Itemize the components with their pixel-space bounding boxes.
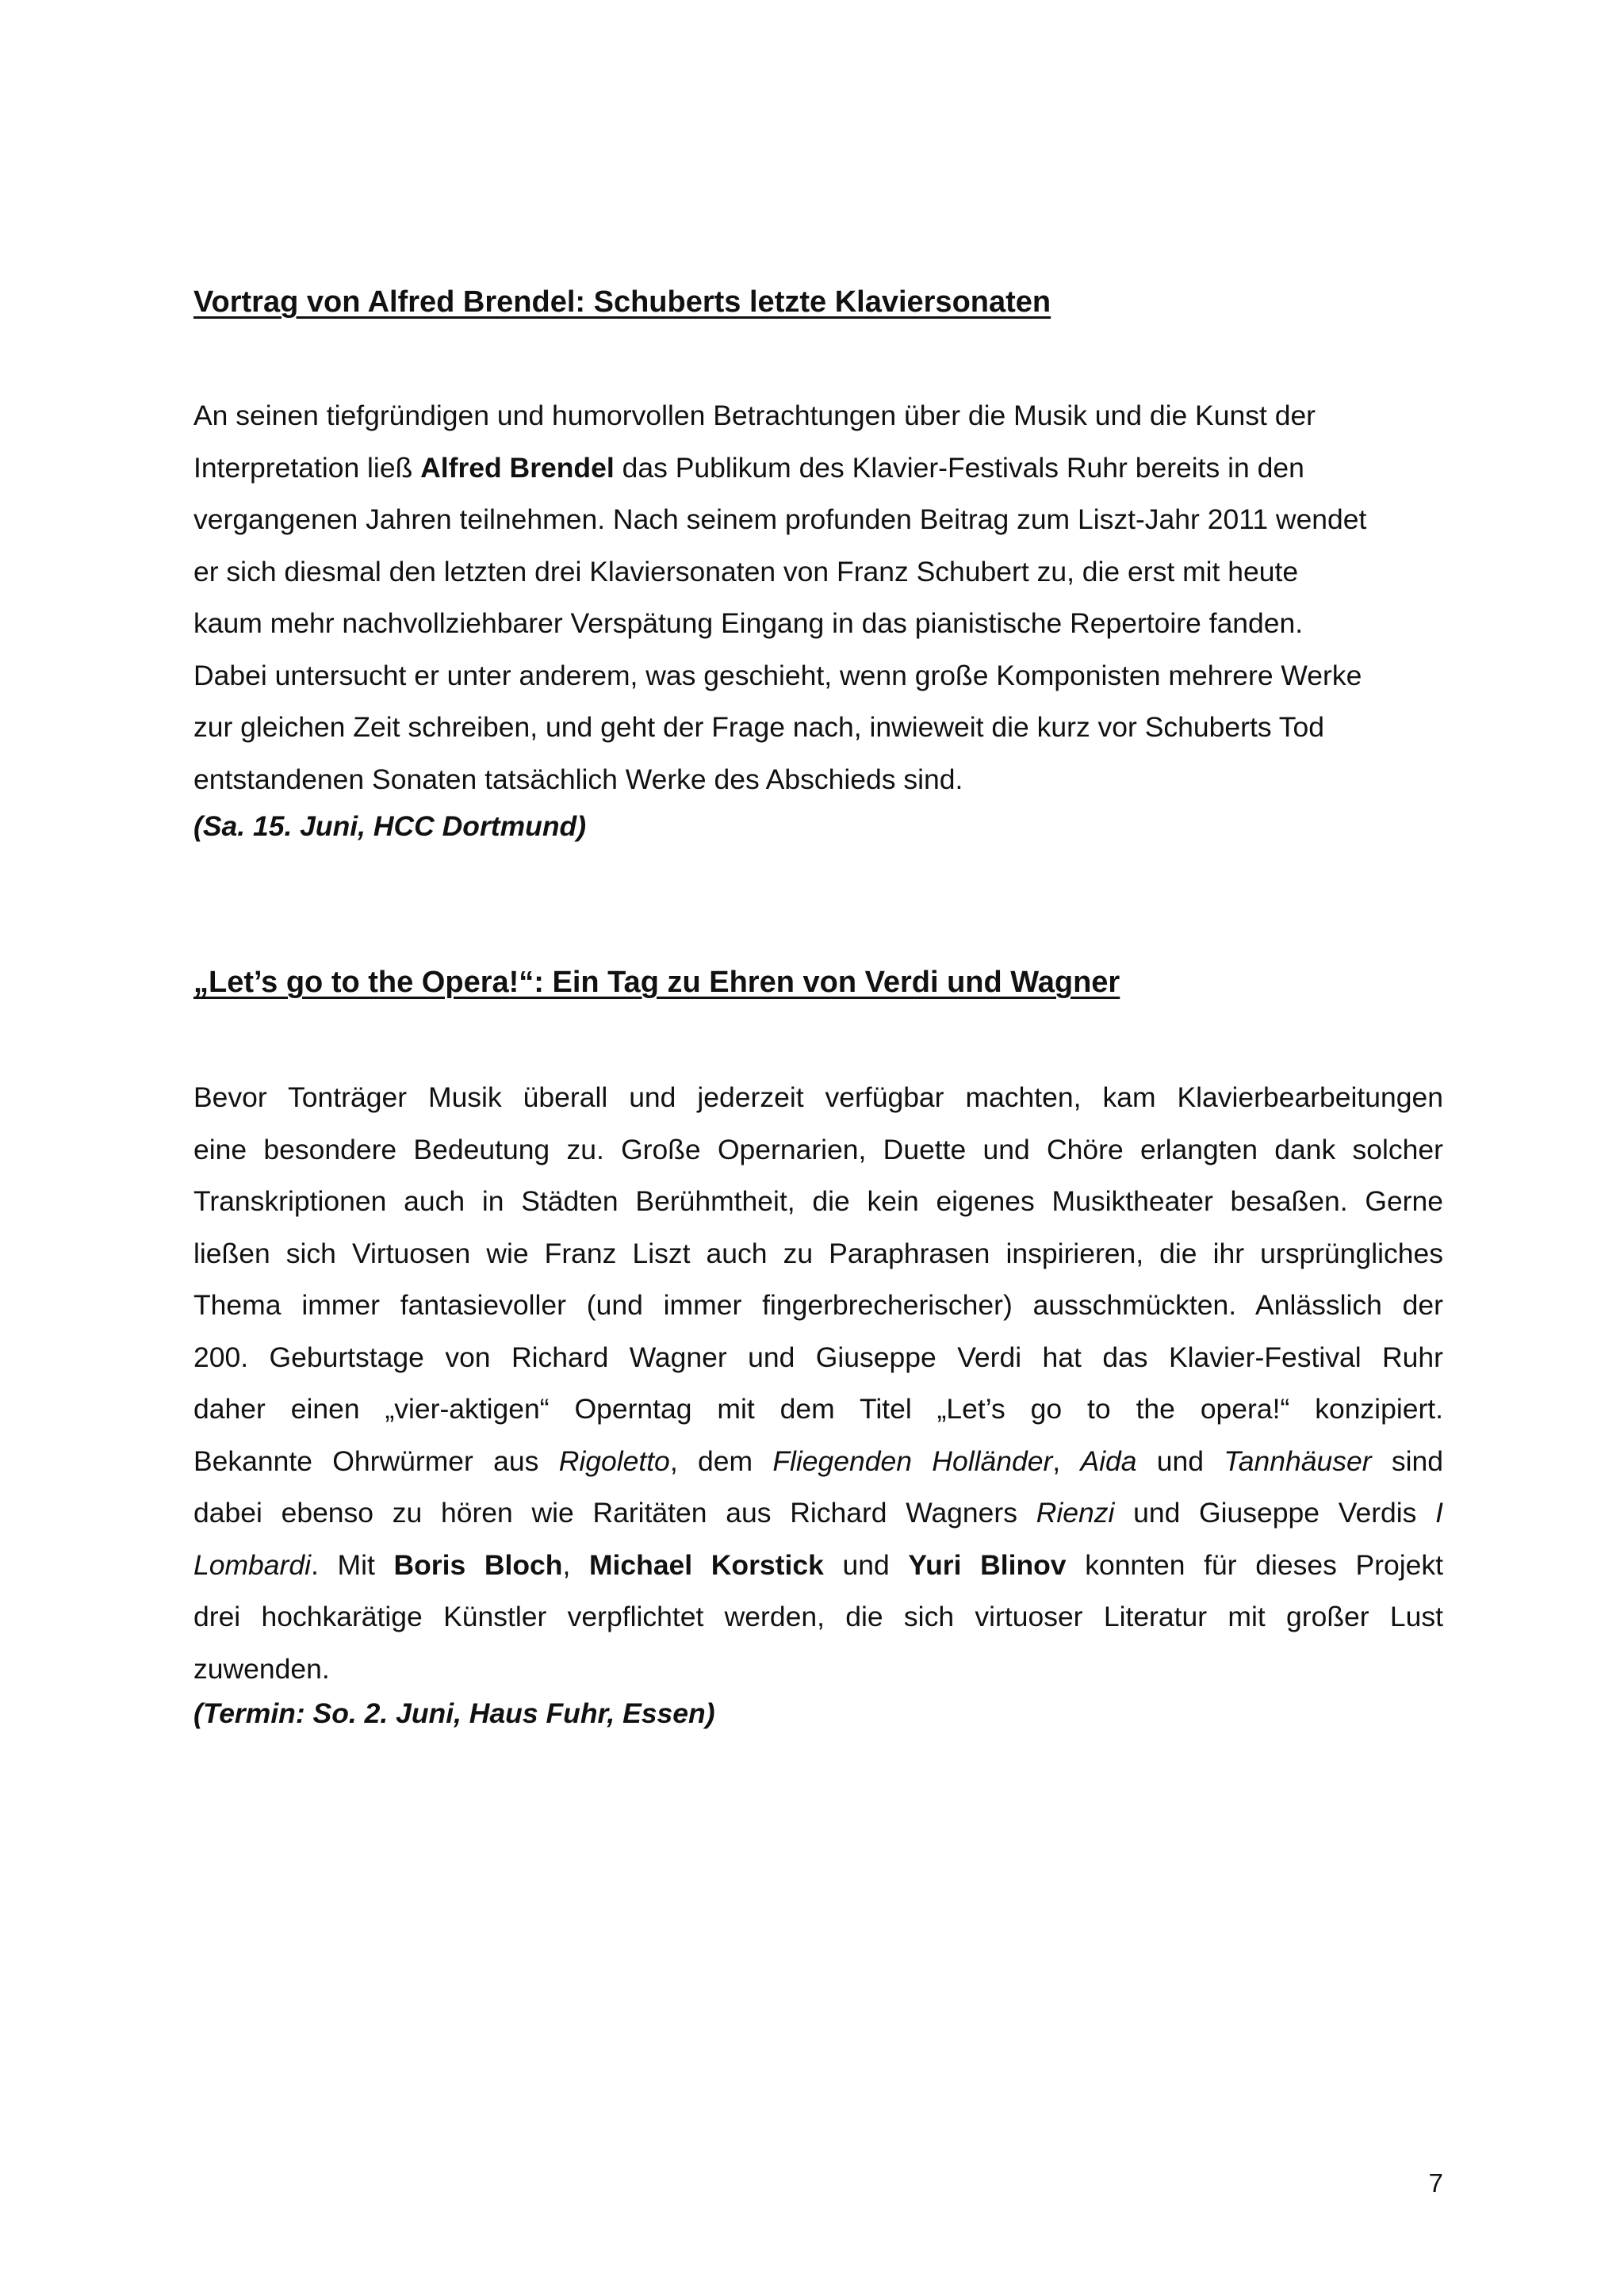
text-run: . Mit: [311, 1548, 394, 1581]
opera-title-lombardi-part1: I: [1435, 1497, 1443, 1529]
text-line: 200. Geburtstage von Richard Wagner und Giuseppe Verdi hat das Klavier-Festival Ruhr: [193, 1341, 1443, 1373]
text-line: [193, 442, 1443, 495]
artist-name-bloch: Boris Bloch: [393, 1548, 563, 1581]
text-line: [193, 1487, 1443, 1540]
section-heading-brendel: Vortrag von Alfred Brendel: Schuberts letzte Klaviersonaten: [193, 285, 1051, 319]
text-line: Dabei untersucht er unter anderem, was geschieht, wenn große Komponisten mehrere Werke: [193, 659, 1362, 691]
text-run: und Giuseppe Verdis: [1114, 1497, 1436, 1529]
opera-title-aida: Aida: [1080, 1445, 1137, 1477]
artist-name-blinov: Yuri Blinov: [908, 1548, 1067, 1581]
text-run: ,: [1052, 1445, 1081, 1477]
opera-title-lombardi-part2: Lombardi: [193, 1548, 311, 1581]
text-line: [193, 1540, 1443, 1592]
opera-title-rienzi: Rienzi: [1036, 1497, 1115, 1529]
text-run: und: [1136, 1445, 1224, 1477]
text-run: und: [823, 1548, 909, 1581]
paragraph-brendel: [193, 390, 1443, 806]
text-line: daher einen „vier-aktigen“ Operntag mit dem Titel „Let’s go to the opera!“ konzipiert.: [193, 1393, 1443, 1425]
text-line: Transkriptionen auch in Städten Berühmtheit, die kein eigenes Musiktheater besaßen. Gerne: [193, 1185, 1443, 1217]
text-line: er sich diesmal den letzten drei Klaviersonaten von Franz Schubert zu, die erst mit heute: [193, 555, 1299, 587]
text-line: vergangenen Jahren teilnehmen. Nach seinem profunden Beitrag zum Liszt-Jahr 2011 wendet: [193, 503, 1367, 535]
text-line: zuwenden.: [193, 1652, 330, 1685]
section-heading-opera: „Let’s go to the Opera!“: Ein Tag zu Ehren von Verdi und Wagner: [193, 966, 1120, 999]
text-line: eine besondere Bedeutung zu. Große Opernarien, Duette und Chöre erlangten dank solcher: [193, 1133, 1443, 1165]
paragraph-opera: [193, 1072, 1443, 1695]
text-run: konnten für dieses Projekt: [1066, 1548, 1443, 1581]
text-line: Bevor Tonträger Musik überall und jederzeit verfügbar machten, kam Klavierbearbeitungen: [193, 1081, 1443, 1113]
event-date-opera: (Termin: So. 2. Juni, Haus Fuhr, Essen): [193, 1697, 715, 1729]
text-line: entstandenen Sonaten tatsächlich Werke des Abschieds sind.: [193, 763, 963, 795]
text-run: Interpretation ließ: [193, 451, 421, 484]
page-number: 7: [1428, 2168, 1443, 2198]
opera-title-hollaender: Fliegenden Holländer: [772, 1445, 1053, 1477]
text-run: sind: [1371, 1445, 1443, 1477]
text-line: zur gleichen Zeit schreiben, und geht der Frage nach, inwieweit die kurz vor Schuberts Tod: [193, 711, 1325, 743]
text-line: ließen sich Virtuosen wie Franz Liszt auch zu Paraphrasen inspirieren, die ihr ursprüngliches: [193, 1237, 1443, 1269]
text-run: das Publikum des Klavier-Festivals Ruhr bereits in den: [614, 451, 1304, 484]
text-run: ,: [562, 1548, 589, 1581]
text-line: Thema immer fantasievoller (und immer fingerbrecherischer) ausschmückten. Anlässlich der: [193, 1289, 1443, 1321]
opera-title-rigoletto: Rigoletto: [558, 1445, 670, 1477]
event-date-brendel: (Sa. 15. Juni, HCC Dortmund): [193, 810, 587, 842]
artist-name-korstick: Michael Korstick: [588, 1548, 824, 1581]
text-run: Bekannte Ohrwürmer aus: [193, 1445, 559, 1477]
text-run: dabei ebenso zu hören wie Raritäten aus Richard Wagners: [193, 1497, 1036, 1529]
text-line: [193, 1436, 1443, 1488]
text-line: drei hochkarätige Künstler verpflichtet werden, die sich virtuoser Literatur mit großer Lust: [193, 1601, 1443, 1632]
text-line: kaum mehr nachvollziehbarer Verspätung Eingang in das pianistische Repertoire fanden.: [193, 607, 1304, 639]
artist-name-brendel: Alfred Brendel: [420, 451, 615, 484]
opera-title-tannhaeuser: Tannhäuser: [1224, 1445, 1372, 1477]
text-line: An seinen tiefgründigen und humorvollen Betrachtungen über die Musik und die Kunst der: [193, 400, 1316, 431]
text-run: , dem: [669, 1445, 773, 1477]
